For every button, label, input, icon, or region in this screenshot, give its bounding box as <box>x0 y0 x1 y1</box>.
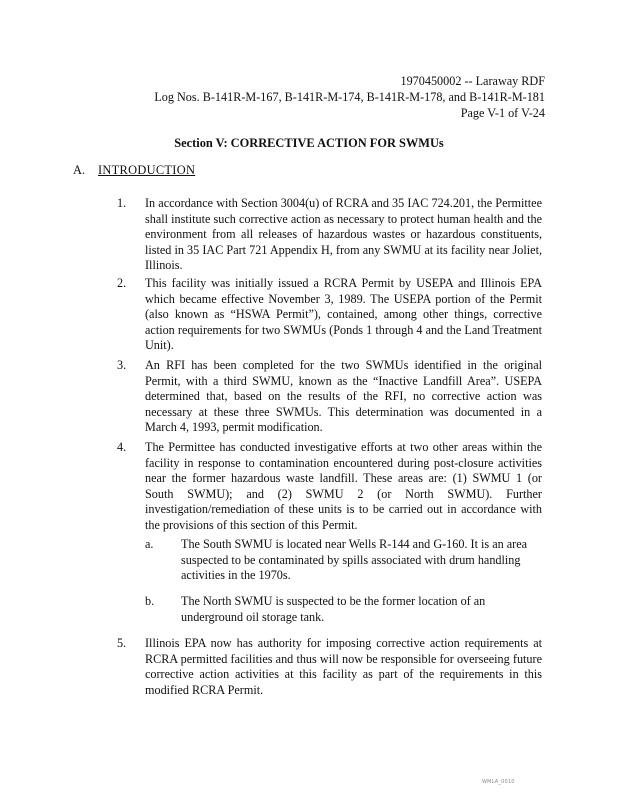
header-log-numbers: Log Nos. B-141R-M-167, B-141R-M-174, B-141R-M-178, and B-141R-M-181 <box>154 90 545 104</box>
header-page-number: Page V-1 of V-24 <box>460 106 545 120</box>
sub-item-letter: a. <box>145 537 154 551</box>
paragraph-number: 5. <box>117 636 127 650</box>
paragraph-text: Illinois EPA now has authority for imposing corrective action requirements at RCRA permitted facilities and thus will now be responsible for overseeing future corrective action activities at this facility as part of the requirements in this modified RCRA Permit. <box>145 636 542 697</box>
sub-item-letter: b. <box>145 594 155 608</box>
paragraph-number: 1. <box>117 196 127 210</box>
paragraph-number: 3. <box>117 358 127 372</box>
paragraph-text: An RFI has been completed for the two SWMUs identified in the original Permit, with a third SWMU, known as the “Inactive Landfill Area”. USEPA determined that, based on the results of the RFI, no corrective action was necessary at these three SWMUs. This determination was documented in a March 4, 1993, permit modification. <box>145 358 542 435</box>
header-facility-id: 1970450002 -- Laraway RDF <box>400 74 545 88</box>
sub-item-text: The North SWMU is suspected to be the former location of an underground oil storage tank. <box>181 594 486 624</box>
paragraph-text: The Permittee has conducted investigative efforts at two other areas within the facility in response to contamination encountered during post-closure activities near the former hazardous waste landfill. These areas are: (1) SWMU 1 (or South SWMU); and (2) SWMU 2 (or North SWMU). Further investigation/remediation of these units is to be carried out in accordance with the provisions of this section of this Permit. <box>145 440 542 532</box>
bates-stamp: WMLA_0010 <box>482 779 515 785</box>
paragraph-number: 4. <box>117 440 127 454</box>
subsection-letter: A. <box>73 163 86 177</box>
paragraph-text: In accordance with Section 3004(u) of RCRA and 35 IAC 724.201, the Permittee shall institute such corrective action as necessary to protect human health and the environment from all releases of hazardous wastes or hazardous constituents, listed in 35 IAC Part 721 Appendix H, from any SWMU at its facility near Joliet, Illinois. <box>145 196 542 273</box>
section-title: Section V: CORRECTIVE ACTION FOR SWMUs <box>174 136 444 150</box>
subsection-title: INTRODUCTION <box>98 163 196 177</box>
sub-item-text: The South SWMU is located near Wells R-144 and G-160. It is an area suspected to be contaminated by spills associated with drum handling activities in the 1970s. <box>181 537 528 583</box>
paragraph-number: 2. <box>117 276 127 290</box>
paragraph-text: This facility was initially issued a RCRA Permit by USEPA and Illinois EPA which became effective November 3, 1989. The USEPA portion of the Permit (also known as “HSWA Permit”), contained, among other things, corrective action requirements for two SWMUs (Ponds 1 through 4 and the Land Treatment Unit). <box>145 276 542 353</box>
